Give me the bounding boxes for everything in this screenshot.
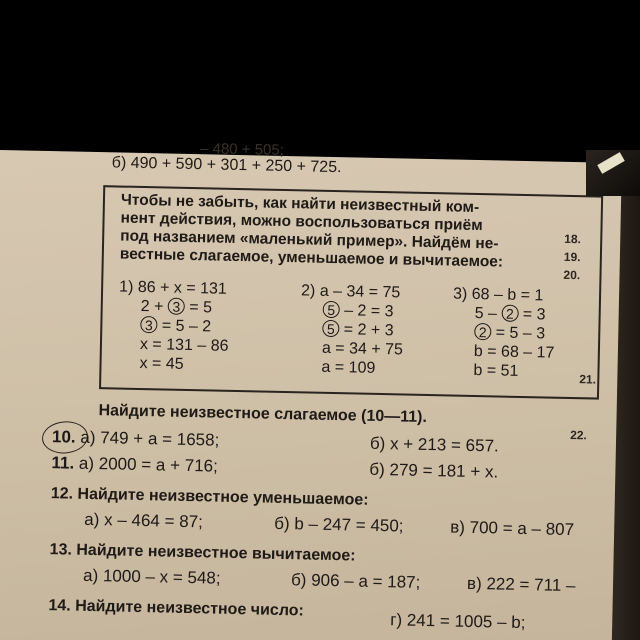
task-10-b: б) x + 213 = 657. [369,433,499,456]
task-12-a: а) x – 464 = 87; [84,509,204,532]
example-line: 2 = 5 – 3 [452,323,555,344]
example-line: 2) a – 34 = 75 [300,282,401,302]
task-12-b: б) b – 247 = 450; [274,513,404,536]
example-line: 5 – 2 = 3 [301,300,404,321]
task-14-g: г) 241 = 1005 – b; [390,610,526,633]
task-part: а) 2000 = a + 716; [78,453,219,476]
task-13-a: а) 1000 – x = 548; [82,565,221,588]
task-13-b: б) 906 – a = 187; [290,570,421,592]
circled-number: 5 [323,301,340,318]
task-13-title: 13. Найдите неизвестное вычитаемое: [49,541,356,565]
margin-number: 20. [563,267,581,283]
example-line: b = 51 [473,361,519,380]
example-line: 5 – 2 = 3 [474,304,546,324]
circled-number: 5 [322,320,339,337]
margin-number: 22. [570,428,587,443]
circled-number: 3 [168,298,185,315]
task-number: 11. [51,453,75,473]
task-13-c: в) 222 = 711 – [466,573,576,596]
rule-line: Чтобы не забыть, как найти неизвестный ком- [120,191,480,217]
example-line: x = 45 [139,354,184,373]
example-line: x = 131 – 86 [139,335,229,355]
margin-number: 19. [563,249,581,265]
rule-box [99,185,603,399]
task-11 [51,453,218,476]
example-line: 1) 86 + x = 131 [118,278,227,298]
example-1 [117,278,229,375]
textbook-page [0,140,622,640]
task-12-c: в) 700 = a – 807 [450,517,575,540]
circled-number: 2 [474,323,491,340]
example-line: 2 + 3 = 5 [140,297,213,317]
section-heading: Найдите неизвестное слагаемое (10—11). [98,402,428,426]
rule-line: вестные слагаемое, уменьшаемое и вычитаемое: [119,245,504,271]
circled-number: 2 [501,305,518,322]
example-2 [299,281,404,378]
dark-background [0,0,640,152]
example-line: b = 68 – 17 [473,342,555,362]
circled-number: 3 [140,316,157,333]
example-3 [451,285,555,382]
margin-number: 21. [579,372,597,387]
example-line: 5 = 2 + 3 [300,319,403,340]
example-line: a = 34 + 75 [321,339,404,359]
task-part: а) 749 + a = 1658; [80,427,220,450]
exercise-b-line: б) 490 + 590 + 301 + 250 + 725. [111,154,342,177]
rule-line: нент действия, можно воспользоваться приём [120,209,483,235]
example-line: 3) 68 – b = 1 [452,285,544,305]
cut-off-line: – 480 + 505; [199,140,285,159]
task-10 [52,427,220,450]
example-line: 3 = 5 – 2 [118,316,229,337]
rule-text [120,192,601,274]
task-14-title: 14. Найдите неизвестное число: [48,597,305,620]
margin-number: 18. [564,231,582,247]
example-line: a = 109 [321,358,376,377]
rule-line: под названием «маленький пример». Найдём не- [120,227,499,253]
task-number: 10. [51,427,76,447]
task-12-title: 12. Найдите неизвестное уменьшаемое: [50,485,369,509]
task-11-b: б) 279 = 181 + x. [369,459,499,482]
